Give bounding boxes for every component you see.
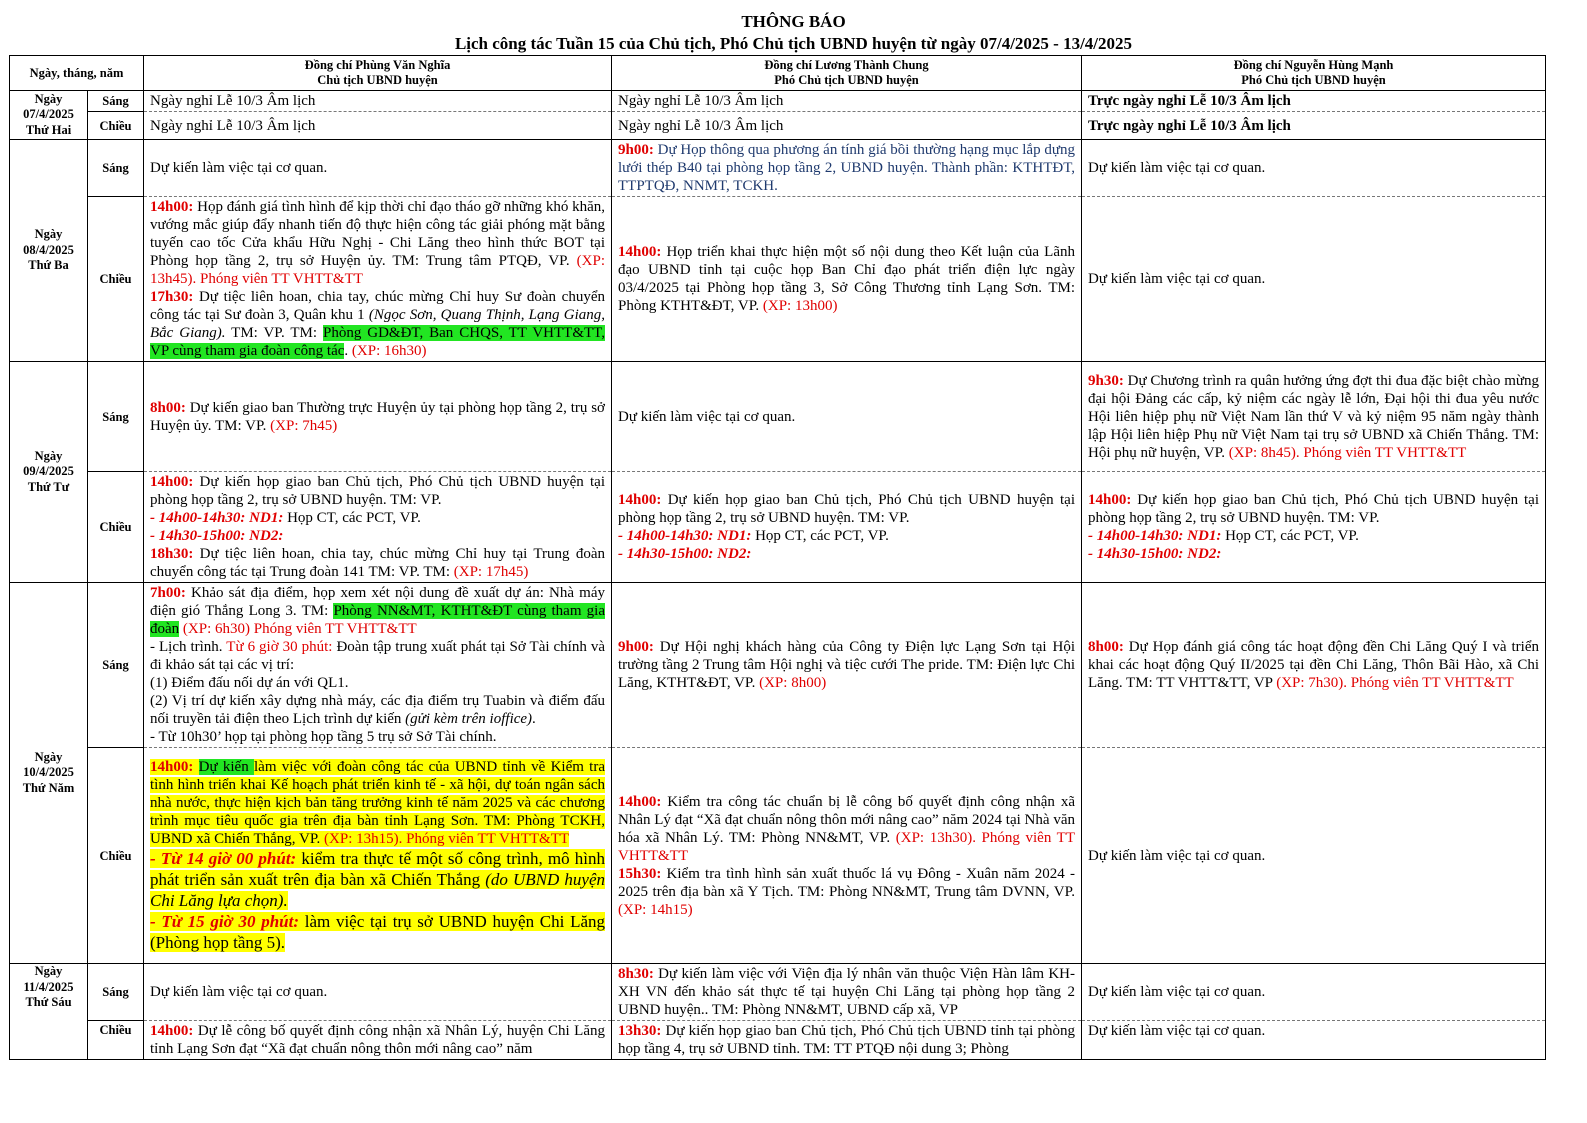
schedule-cell: Ngày nghỉ Lễ 10/3 Âm lịch bbox=[612, 112, 1082, 140]
highlighted-participants: Phòng GD&ĐT, Ban CHQS, TT VHTT&TT, VP cùng tham gia đoàn công tác bbox=[150, 325, 605, 359]
table-row bbox=[10, 140, 1546, 197]
schedule-cell bbox=[144, 748, 612, 964]
departure-note: (XP: 13h00) bbox=[759, 298, 838, 314]
day-cell-friday bbox=[10, 964, 88, 1060]
schedule-cell bbox=[1082, 472, 1546, 583]
highlighted-participants: Phòng NN&MT, KTHT&ĐT cùng tham gia đoàn bbox=[150, 603, 606, 637]
schedule-cell: Dự kiến làm việc tại cơ quan. bbox=[1082, 140, 1546, 197]
event-time: 8h00: bbox=[150, 399, 186, 416]
schedule-cell bbox=[612, 472, 1082, 583]
day-date: 11/4/2025 bbox=[23, 979, 74, 994]
event-text: Họp đánh giá tình hình để kịp thời chỉ đạo tháo gỡ những khó khăn, vướng mắc giúp đẩy nhanh tiến độ thực hiện công tác giải phóng mặt bằng tuyến cao tốc Cửa khẩu Hữu Nghị - Chi Lăng theo hình thức BOT tại Phòng họp tầng 2, trụ sở Huyện ủy. TM: Trung tâm PTQĐ, VP. bbox=[150, 199, 605, 269]
event-time: 14h00: bbox=[150, 199, 194, 215]
day-weekday: Thứ Ba bbox=[28, 258, 69, 273]
session-afternoon: Chiều bbox=[88, 748, 144, 964]
departure-note: (XP: 13h15). Phóng viên TT VHTT&TT bbox=[320, 831, 570, 847]
event-text: Dự kiến làm việc với Viện địa lý nhân văn thuộc Viện Hàn lâm KH-XH VN đến khảo sát thực tế tại huyện Chi Lăng tại phòng họp tầng 2 UBND huyện.. TM: Phòng NN&MT, UBND cấp xã, VP bbox=[618, 966, 1075, 1018]
departure-note: (XP: 8h00) bbox=[755, 675, 827, 691]
date-column-header: Ngày, tháng, năm bbox=[10, 56, 144, 91]
event-text: Dự kiến họp giao ban Chủ tịch, Phó Chủ tịch UBND huyện tại phòng họp tầng 2, trụ sở UBND huyện. TM: VP. bbox=[150, 474, 605, 508]
event-text: Dự kiến giao ban Thường trực Huyện ủy tại phòng họp tầng 2, trụ sở Huyện ủy. TM: VP. bbox=[150, 399, 605, 434]
schedule-cell bbox=[612, 583, 1082, 748]
session-afternoon: Chiều bbox=[88, 472, 144, 583]
table-row bbox=[10, 748, 1546, 964]
event-time: 18h30: bbox=[150, 546, 194, 562]
event-text: Dự Hội nghị khách hàng của Công ty Điện lực Lạng Sơn tại Hội trường tầng 2 Trung tâm Hội nghị và tiệc cưới The pride. TM: Điện lực Chi Lăng, KTHT&ĐT, VP. bbox=[618, 639, 1075, 691]
event-time: 9h30: bbox=[1088, 372, 1124, 389]
person-header-1 bbox=[144, 56, 612, 91]
event-text: Họp triển khai thực hiện một số nội dung theo Kết luận của Lãnh đạo UBND tỉnh tại cuộc họp Ban Chỉ đạo phát triển điện lực ngày 03/4/2025 tại Phòng họp tầng 3, Sở Công Thương tỉnh Lạng Sơn. TM: Phòng KTHT&ĐT, VP. bbox=[618, 244, 1075, 314]
schedule-cell bbox=[144, 472, 612, 583]
day-label: Ngày bbox=[34, 91, 63, 106]
agenda-item-text: Họp CT, các PCT, VP. bbox=[283, 510, 421, 526]
event-time: 9h00: bbox=[618, 142, 654, 158]
event-text: Dự Họp thông qua phương án tính giá bồi thường hạng mục lắp dựng lưới thép B40 tại phòng họp tầng 2, UBND huyện. Thành phần: KTHTĐT, TTPTQĐ, NNMT, TCKH. bbox=[618, 142, 1075, 194]
event-location: (Ngọc Sơn, Quang Thịnh, Lạng Giang, Bắc Giang). bbox=[150, 307, 605, 341]
day-label: Ngày bbox=[34, 227, 63, 242]
table-header-row bbox=[10, 56, 1546, 91]
table-row bbox=[10, 472, 1546, 583]
departure-note: (XP: 14h15) bbox=[618, 901, 693, 918]
schedule-cell: Dự kiến làm việc tại cơ quan. bbox=[1082, 964, 1546, 1021]
day-cell-thursday bbox=[10, 583, 88, 964]
itinerary-text: Đoàn tập trung xuất phát tại Sở Tài chính và đi khảo sát tại các vị trí: bbox=[150, 639, 605, 673]
table-row bbox=[10, 362, 1546, 472]
table-row bbox=[10, 112, 1546, 140]
event-time: 8h30: bbox=[618, 966, 654, 982]
itinerary-note: (do UBND huyện Chi Lăng lựa chọn). bbox=[150, 870, 605, 910]
schedule-table bbox=[9, 55, 1546, 1060]
departure-note: (XP: 16h30) bbox=[348, 343, 427, 359]
itinerary-text: (2) Vị trí dự kiến xây dựng nhà máy, các địa điểm trụ Tuabin và điểm đấu nối truyền tải điện theo Lịch trình dự kiến bbox=[150, 693, 605, 727]
day-date: 10/4/2025 bbox=[23, 765, 74, 780]
schedule-cell: Dự kiến làm việc tại cơ quan. bbox=[144, 140, 612, 197]
event-text: Dự Họp đánh giá công tác hoạt động đền Chi Lăng Quý I và triển khai các hoạt động Quý II/2025 tại đền Chi Lăng, Thôn Bãi Hào, xã Chi Lăng. TM: TT VHTT&TT, VP bbox=[1088, 639, 1539, 691]
schedule-cell: Dự kiến làm việc tại cơ quan. bbox=[1082, 197, 1546, 362]
schedule-cell: Ngày nghỉ Lễ 10/3 Âm lịch bbox=[144, 91, 612, 112]
schedule-cell bbox=[612, 140, 1082, 197]
person-3-name: Đồng chí Nguyễn Hùng Mạnh bbox=[1233, 58, 1394, 72]
departure-note: (XP: 6h30) Phóng viên TT VHTT&TT bbox=[179, 621, 417, 637]
event-time: 13h30: bbox=[618, 1023, 662, 1039]
schedule-cell bbox=[1082, 583, 1546, 748]
session-afternoon: Chiều bbox=[88, 1021, 144, 1060]
schedule-cell bbox=[612, 1021, 1082, 1060]
session-morning: Sáng bbox=[88, 964, 144, 1021]
itinerary-text: làm việc tại trụ sở UBND huyện Chi Lăng (Phòng họp tầng 5). bbox=[150, 912, 606, 952]
person-header-2 bbox=[612, 56, 1082, 91]
schedule-cell: Dự kiến làm việc tại cơ quan. bbox=[1082, 1021, 1546, 1060]
event-time: 14h00: bbox=[150, 759, 194, 775]
event-text: Dự tiệc liên hoan, chia tay, chúc mừng Chỉ huy Sư đoàn chuyển công tác tại Sư đoàn 3, Quân khu 1 bbox=[150, 289, 605, 323]
departure-note: (XP: 8h45). Phóng viên TT VHTT&TT bbox=[1225, 444, 1467, 461]
event-text: Dự tiệc liên hoan, chia tay, chúc mừng Chỉ huy tại Trung đoàn chuyển công tác tại Trung đoàn 141 TM: VP. TM: bbox=[150, 546, 605, 580]
event-time: 14h00: bbox=[618, 793, 662, 810]
day-weekday: Thứ Hai bbox=[25, 122, 72, 137]
day-weekday: Thứ Sáu bbox=[25, 995, 72, 1009]
day-date: 09/4/2025 bbox=[23, 464, 74, 479]
schedule-cell bbox=[144, 1021, 612, 1060]
event-text: Dự kiến họp giao ban Chủ tịch, Phó Chủ tịch UBND huyện tại phòng họp tầng 2, trụ sở UBND huyện. TM: VP. bbox=[618, 492, 1075, 526]
person-2-title: Phó Chủ tịch UBND huyện bbox=[774, 73, 919, 87]
event-time: 7h00: bbox=[150, 585, 186, 601]
highlighted-text: Dự kiến bbox=[198, 759, 255, 775]
schedule-cell bbox=[612, 748, 1082, 964]
day-cell-wednesday bbox=[10, 362, 88, 583]
day-label: Ngày bbox=[34, 749, 63, 764]
schedule-cell: Trực ngày nghỉ Lễ 10/3 Âm lịch bbox=[1082, 91, 1546, 112]
agenda-item-text: Họp CT, các PCT, VP. bbox=[1221, 528, 1359, 544]
event-time: 14h00: bbox=[1088, 492, 1132, 508]
itinerary-time: Từ 6 giờ 30 phút: bbox=[226, 639, 333, 655]
event-time: 14h00: bbox=[618, 492, 662, 508]
itinerary-text: (1) Điểm đấu nối dự án với QL1. bbox=[150, 675, 349, 691]
agenda-item-time: - 14h30-15h00: ND2: bbox=[618, 546, 752, 562]
departure-note: (XP: 13h45). Phóng viên TT VHTT&TT bbox=[150, 253, 605, 287]
schedule-cell: Dự kiến làm việc tại cơ quan. bbox=[1082, 748, 1546, 964]
schedule-cell: Ngày nghỉ Lễ 10/3 Âm lịch bbox=[612, 91, 1082, 112]
schedule-cell: Trực ngày nghỉ Lễ 10/3 Âm lịch bbox=[1082, 112, 1546, 140]
person-1-title: Chủ tịch UBND huyện bbox=[317, 73, 438, 87]
table-row bbox=[10, 91, 1546, 112]
itinerary-time: - Từ 14 giờ 00 phút: bbox=[150, 849, 297, 868]
schedule-cell: Ngày nghỉ Lễ 10/3 Âm lịch bbox=[144, 112, 612, 140]
notice-subtitle: Lịch công tác Tuần 15 của Chủ tịch, Phó Chủ tịch UBND huyện từ ngày 07/4/2025 - 13/4/2025 bbox=[454, 34, 1133, 53]
itinerary-time: - Từ 15 giờ 30 phút: bbox=[150, 912, 299, 931]
session-afternoon: Chiều bbox=[88, 112, 144, 140]
itinerary-text: - Từ 10h30’ họp tại phòng họp tầng 5 trụ sở Sở Tài chính. bbox=[150, 729, 497, 745]
event-text: Kiểm tra tình hình sản xuất thuốc lá vụ Đông - Xuân năm 2024 - 2025 trên địa bàn xã Y Tịch. TM: Phòng NN&MT, Trung tâm DVNN, VP. bbox=[618, 865, 1075, 900]
day-weekday: Thứ Năm bbox=[22, 780, 75, 795]
day-weekday: Thứ Tư bbox=[27, 479, 70, 494]
agenda-item-text: Họp CT, các PCT, VP. bbox=[751, 528, 889, 544]
itinerary-text: kiểm tra thực tế một số công trình, mô hình phát triển sản xuất trên địa bàn xã Chiến Thắng bbox=[150, 849, 605, 889]
event-time: 17h30: bbox=[150, 289, 194, 305]
schedule-cell: Dự kiến làm việc tại cơ quan. bbox=[144, 964, 612, 1021]
person-3-title: Phó Chủ tịch UBND huyện bbox=[1241, 73, 1386, 87]
agenda-item-time: - 14h30-15h00: ND2: bbox=[150, 528, 284, 544]
day-date: 07/4/2025 bbox=[23, 107, 74, 122]
schedule-cell bbox=[144, 197, 612, 362]
event-time: 8h00: bbox=[1088, 639, 1124, 655]
event-text: . bbox=[344, 343, 349, 359]
event-text: làm việc với đoàn công tác của UBND tỉnh về Kiểm tra tình hình triển khai Kế hoạch phát triển kinh tế - xã hội, dự toán ngân sách nhà nước, thực hiện kịch bản tăng trưởng kinh tế năm 2025 và các chương trình mục tiêu quốc gia trên địa bàn tỉnh Lạng Sơn. TM: Phòng TCKH, UBND xã Chiến Thắng, VP. bbox=[150, 759, 606, 847]
event-text: Khảo sát địa điểm, họp xem xét nội dung đề xuất dự án: Nhà máy điện gió Thắng Long 3. TM: bbox=[150, 585, 605, 619]
agenda-item-time: - 14h00-14h30: ND1: bbox=[150, 510, 284, 526]
schedule-cell bbox=[144, 583, 612, 748]
event-text: Dự Chương trình ra quân hưởng ứng đợt thi đua đặc biệt chào mừng đại hội Đảng các cấp, kỷ niệm các ngày lễ lớn, Đại hội thi đua yêu nước Hội liên hiệp phụ nữ Việt Nam lần thứ V và kỷ niệm 95 năm ngày thành lập Hội liên hiệp Phụ nữ Việt Nam tại trụ sở UBND xã Chiến Thắng. TM: Hội phụ nữ huyện, VP. bbox=[1088, 372, 1539, 461]
day-label: Ngày bbox=[34, 448, 63, 463]
schedule-cell bbox=[612, 964, 1082, 1021]
itinerary-text: - Lịch trình. bbox=[150, 639, 227, 655]
departure-note: (XP: 13h30). Phóng viên TT VHTT&TT bbox=[618, 829, 1075, 864]
event-time: 14h00: bbox=[618, 244, 662, 260]
day-label: Ngày bbox=[34, 964, 63, 978]
departure-note: (XP: 7h30). Phóng viên TT VHTT&TT bbox=[1272, 675, 1514, 691]
schedule-cell bbox=[612, 197, 1082, 362]
table-row bbox=[10, 964, 1546, 1021]
agenda-item-time: - 14h00-14h30: ND1: bbox=[1088, 528, 1222, 544]
day-cell-monday bbox=[10, 91, 88, 140]
event-text: Dự lễ công bố quyết định công nhận xã Nhân Lý, huyện Chi Lăng tỉnh Lạng Sơn đạt “Xã đạt chuẩn nông thôn mới nâng cao” năm bbox=[150, 1023, 605, 1057]
table-row bbox=[10, 1021, 1546, 1060]
person-2-name: Đồng chí Lương Thành Chung bbox=[764, 58, 929, 72]
event-time: 14h00: bbox=[150, 474, 194, 490]
event-time: 15h30: bbox=[618, 865, 662, 882]
session-morning: Sáng bbox=[88, 583, 144, 748]
session-morning: Sáng bbox=[88, 91, 144, 112]
event-text: Dự kiến họp giao ban Chủ tịch, Phó Chủ tịch UBND tỉnh tại phòng họp tầng 4, trụ sở UBND tỉnh. TM: TT PTQĐ nội dung 3; Phòng bbox=[618, 1023, 1075, 1057]
session-morning: Sáng bbox=[88, 140, 144, 197]
person-header-3 bbox=[1082, 56, 1546, 91]
departure-note: (XP: 17h45) bbox=[450, 564, 529, 580]
itinerary-text: . bbox=[532, 711, 536, 727]
agenda-item-time: - 14h30-15h00: ND2: bbox=[1088, 546, 1222, 562]
notice-title: THÔNG BÁO bbox=[741, 12, 846, 31]
event-text: Kiểm tra công tác chuẩn bị lễ công bố quyết định công nhận xã Nhân Lý đạt “Xã đạt chuẩn nông thôn mới nâng cao” năm 2024 tại Nhà văn hóa xã Nhân Lý. TM: Phòng NN&MT, VP. bbox=[618, 793, 1075, 846]
departure-note: (XP: 7h45) bbox=[266, 417, 338, 434]
session-afternoon: Chiều bbox=[88, 197, 144, 362]
day-cell-tuesday bbox=[10, 140, 88, 362]
schedule-cell: Dự kiến làm việc tại cơ quan. bbox=[612, 362, 1082, 472]
schedule-cell bbox=[1082, 362, 1546, 472]
event-time: 9h00: bbox=[618, 639, 654, 655]
event-time: 14h00: bbox=[150, 1023, 194, 1039]
event-text: TM: VP. TM: bbox=[225, 325, 323, 341]
session-morning: Sáng bbox=[88, 362, 144, 472]
agenda-item-time: - 14h00-14h30: ND1: bbox=[618, 528, 752, 544]
person-1-name: Đồng chí Phùng Văn Nghĩa bbox=[304, 58, 451, 72]
table-row bbox=[10, 197, 1546, 362]
schedule-cell bbox=[144, 362, 612, 472]
itinerary-note: (gửi kèm trên ioffice) bbox=[405, 711, 533, 727]
event-text: Dự kiến họp giao ban Chủ tịch, Phó Chủ tịch UBND huyện tại phòng họp tầng 2, trụ sở UBND huyện. TM: VP. bbox=[1088, 492, 1539, 526]
day-date: 08/4/2025 bbox=[23, 242, 74, 257]
table-row bbox=[10, 583, 1546, 748]
